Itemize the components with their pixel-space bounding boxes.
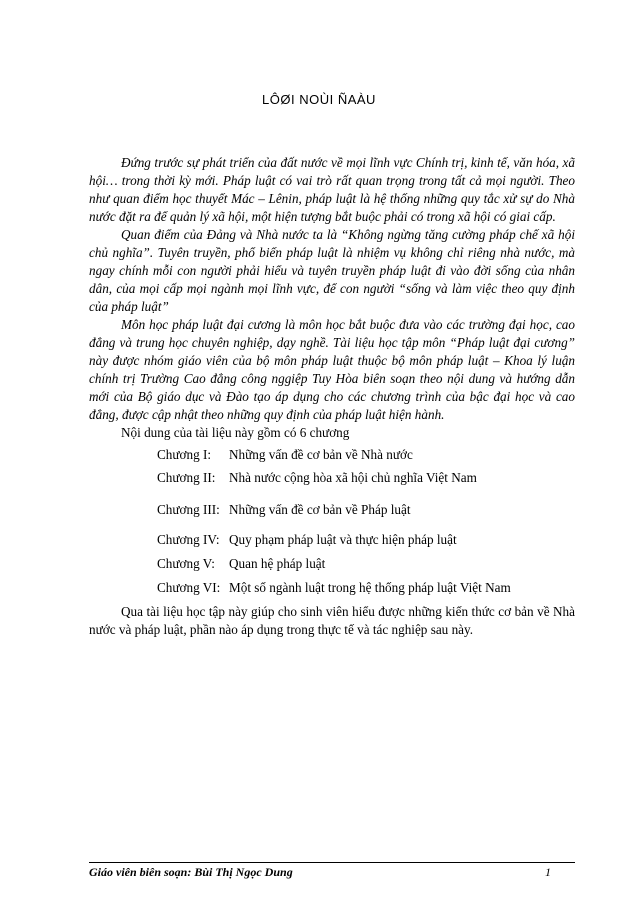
paragraph-1: Đứng trước sự phát triển của đất nước về mọi lĩnh vực Chính trị, kinh tế, văn hóa, xã hội… trong thời kỳ mới. Pháp luật có vai trò rất quan trọng trong tất cả mọi người. Theo như quan điểm học thuyết Mác – Lênin, pháp luật là hệ thống những quy tắc xử sự do Nhà nước đặt ra để quản lý xã hội, một hiện tượng bắt buộc phải có trong xã hội có giai cấp. xyxy=(89,155,575,224)
chapter-label: Chương III: xyxy=(157,502,220,517)
chapters-intro: Nội dung của tài liệu này gồm có 6 chương xyxy=(121,425,350,440)
chapter-title: Nhà nước cộng hòa xã hội chủ nghĩa Việt Nam xyxy=(229,470,477,485)
page-title: LÔØI NOÙI ÑAÀU xyxy=(262,92,376,107)
page-number: 1 xyxy=(545,865,551,879)
paragraph-2: Quan điểm của Đảng và Nhà nước ta là “Không ngừng tăng cường pháp chế xã hội chủ nghĩa”. Tuyên truyền, phổ biến pháp luật là nhiệm vụ không chỉ riêng nhà nước, mà ngay chính mỗi con người phải hiểu và tuyên truyền pháp luật đi vào đời sống của nhân dân, của mọi cấp mọi ngành mọi lĩnh vực, để con người “sống và làm việc theo quy định của pháp luật” xyxy=(89,227,575,314)
closing-paragraph: Qua tài liệu học tập này giúp cho sinh viên hiểu được những kiến thức cơ bản về Nhà nước và pháp luật, phần nào áp dụng trong thực tế và tác nghiệp sau này. xyxy=(89,604,575,637)
chapter-item xyxy=(89,531,575,549)
page-footer xyxy=(89,862,575,880)
chapter-item xyxy=(89,555,575,573)
document-body xyxy=(89,154,575,639)
chapter-label: Chương VI: xyxy=(157,580,221,595)
chapter-label: Chương V: xyxy=(157,556,215,571)
chapter-label: Chương IV: xyxy=(157,532,220,547)
chapter-label: Chương II: xyxy=(157,470,216,485)
chapter-title: Những vấn đề cơ bản về Pháp luật xyxy=(229,502,411,517)
chapter-label: Chương I: xyxy=(157,447,212,462)
chapter-title: Một số ngành luật trong hệ thống pháp luật Việt Nam xyxy=(229,580,511,595)
chapter-item xyxy=(89,446,575,464)
chapter-title: Quy phạm pháp luật và thực hiện pháp luật xyxy=(229,532,457,547)
chapter-title: Quan hệ pháp luật xyxy=(229,556,326,571)
chapter-list xyxy=(89,446,575,597)
chapter-item xyxy=(89,579,575,597)
paragraph-3: Môn học pháp luật đại cương là môn học bắt buộc đưa vào các trường đại học, cao đẳng và trung học chuyên nghiệp, dạy nghề. Tài liệu học tập môn “Pháp luật đại cương” này được nhóm giáo viên của bộ môn pháp luật thuộc bộ môn pháp luật – Khoa lý luận chính trị Trường Cao đẳng công nggiệp Tuy Hòa biên soạn theo nội dung và hướng dẫn mới của Bộ giáo dục và Đào tạo áp dụng cho các chương trình của bậc đại học và cao đẳng, được cập nhật theo những quy định của pháp luật hiện hành. xyxy=(89,317,575,422)
footer-author: Giáo viên biên soạn: Bùi Thị Ngọc Dung xyxy=(89,865,293,879)
chapter-item xyxy=(89,469,575,487)
chapter-item xyxy=(89,501,575,519)
chapter-title: Những vấn đề cơ bản về Nhà nước xyxy=(229,447,413,462)
